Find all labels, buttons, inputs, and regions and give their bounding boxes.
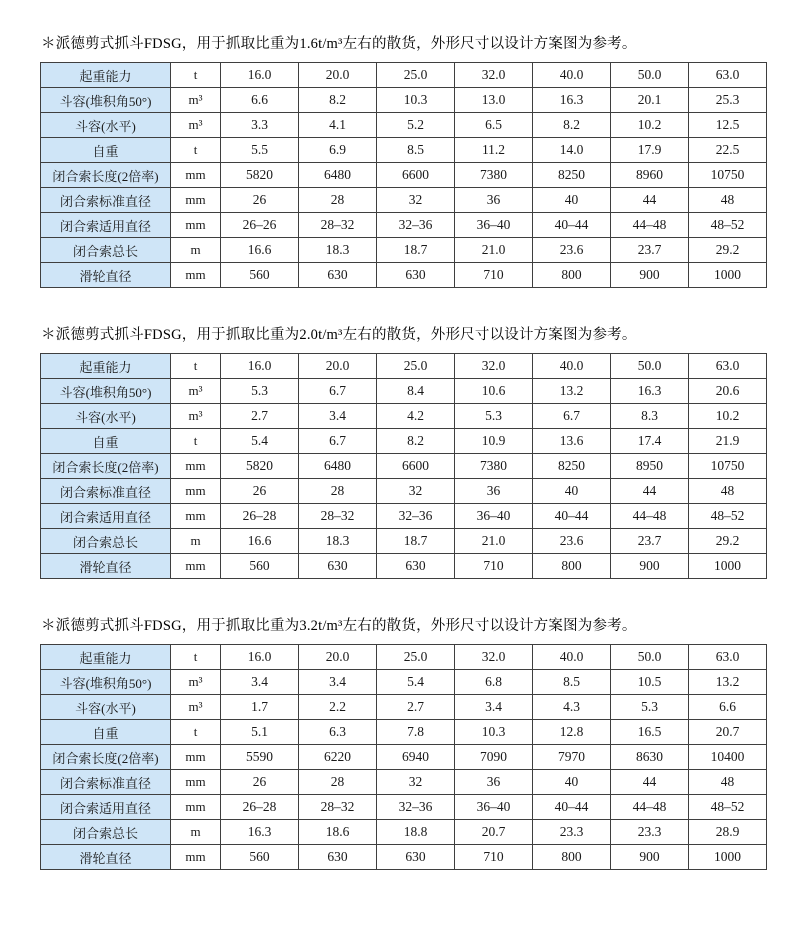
spec-document (40, 34, 800, 870)
value-cell: 23.6 (533, 529, 611, 554)
value-cell: 6.6 (221, 88, 299, 113)
value-cell: 800 (533, 554, 611, 579)
value-cell: 26–28 (221, 504, 299, 529)
value-cell: 10750 (689, 454, 767, 479)
unit-cell: mm (171, 263, 221, 288)
unit-cell: mm (171, 845, 221, 870)
unit-cell: t (171, 354, 221, 379)
value-cell: 7380 (455, 454, 533, 479)
value-cell: 8.2 (533, 113, 611, 138)
value-cell: 50.0 (611, 63, 689, 88)
table-row (41, 845, 767, 870)
table-row (41, 529, 767, 554)
value-cell: 20.0 (299, 63, 377, 88)
value-cell: 16.6 (221, 529, 299, 554)
section-title: ＊派德剪式抓斗FDSG，用于抓取比重为3.2t/m³左右的散货，外形尺寸以设计方案图为参考。 (41, 618, 637, 634)
value-cell: 36–40 (455, 504, 533, 529)
row-label: 闭合索标准直径 (41, 479, 171, 504)
value-cell: 6220 (299, 745, 377, 770)
unit-cell: mm (171, 795, 221, 820)
value-cell: 28 (299, 188, 377, 213)
value-cell: 5590 (221, 745, 299, 770)
value-cell: 32–36 (377, 795, 455, 820)
table-row (41, 720, 767, 745)
value-cell: 32 (377, 188, 455, 213)
value-cell: 5.4 (377, 670, 455, 695)
table-row (41, 404, 767, 429)
value-cell: 8950 (611, 454, 689, 479)
row-label: 闭合索总长 (41, 238, 171, 263)
value-cell: 44 (611, 770, 689, 795)
value-cell: 6.7 (533, 404, 611, 429)
value-cell: 630 (299, 845, 377, 870)
value-cell: 6.6 (689, 695, 767, 720)
table-row (41, 429, 767, 454)
value-cell: 44 (611, 188, 689, 213)
spec-section-2 (40, 325, 800, 579)
value-cell: 2.7 (221, 404, 299, 429)
row-label: 斗容(水平) (41, 695, 171, 720)
value-cell: 630 (377, 263, 455, 288)
value-cell: 5.5 (221, 138, 299, 163)
unit-cell: m (171, 238, 221, 263)
value-cell: 23.3 (533, 820, 611, 845)
value-cell: 32.0 (455, 645, 533, 670)
value-cell: 16.0 (221, 645, 299, 670)
value-cell: 10.6 (455, 379, 533, 404)
row-label: 滑轮直径 (41, 554, 171, 579)
value-cell: 3.4 (299, 670, 377, 695)
value-cell: 44 (611, 479, 689, 504)
row-label: 闭合索长度(2倍率) (41, 163, 171, 188)
value-cell: 44–48 (611, 504, 689, 529)
value-cell: 16.0 (221, 354, 299, 379)
value-cell: 5.2 (377, 113, 455, 138)
value-cell: 3.4 (221, 670, 299, 695)
value-cell: 25.3 (689, 88, 767, 113)
unit-cell: mm (171, 745, 221, 770)
unit-cell: mm (171, 479, 221, 504)
value-cell: 23.7 (611, 238, 689, 263)
value-cell: 40.0 (533, 63, 611, 88)
section-title: ＊派德剪式抓斗FDSG，用于抓取比重为2.0t/m³左右的散货，外形尺寸以设计方案图为参考。 (41, 327, 637, 343)
value-cell: 5.3 (221, 379, 299, 404)
value-cell: 18.7 (377, 529, 455, 554)
value-cell: 10.9 (455, 429, 533, 454)
value-cell: 48–52 (689, 795, 767, 820)
value-cell: 6.3 (299, 720, 377, 745)
value-cell: 32 (377, 479, 455, 504)
unit-cell: m³ (171, 404, 221, 429)
value-cell: 48–52 (689, 504, 767, 529)
value-cell: 560 (221, 263, 299, 288)
table-row (41, 379, 767, 404)
value-cell: 2.7 (377, 695, 455, 720)
row-label: 斗容(水平) (41, 404, 171, 429)
value-cell: 40–44 (533, 795, 611, 820)
value-cell: 25.0 (377, 63, 455, 88)
value-cell: 7090 (455, 745, 533, 770)
spec-section-3 (40, 616, 800, 870)
value-cell: 1000 (689, 845, 767, 870)
spec-table-1 (40, 62, 767, 288)
unit-cell: t (171, 720, 221, 745)
unit-cell: m³ (171, 88, 221, 113)
value-cell: 18.8 (377, 820, 455, 845)
value-cell: 63.0 (689, 63, 767, 88)
row-label: 闭合索适用直径 (41, 504, 171, 529)
value-cell: 630 (299, 263, 377, 288)
unit-cell: t (171, 138, 221, 163)
table-row (41, 454, 767, 479)
row-label: 自重 (41, 720, 171, 745)
unit-cell: mm (171, 163, 221, 188)
unit-cell: m (171, 820, 221, 845)
value-cell: 7.8 (377, 720, 455, 745)
value-cell: 40–44 (533, 504, 611, 529)
value-cell: 28 (299, 479, 377, 504)
value-cell: 14.0 (533, 138, 611, 163)
unit-cell: t (171, 645, 221, 670)
row-label: 滑轮直径 (41, 263, 171, 288)
value-cell: 63.0 (689, 354, 767, 379)
row-label: 起重能力 (41, 645, 171, 670)
row-label: 闭合索长度(2倍率) (41, 454, 171, 479)
value-cell: 20.6 (689, 379, 767, 404)
value-cell: 10.3 (377, 88, 455, 113)
value-cell: 16.5 (611, 720, 689, 745)
table-row (41, 188, 767, 213)
value-cell: 21.9 (689, 429, 767, 454)
spec-table-3 (40, 644, 767, 870)
row-label: 斗容(水平) (41, 113, 171, 138)
value-cell: 6600 (377, 163, 455, 188)
value-cell: 10.5 (611, 670, 689, 695)
table-row (41, 213, 767, 238)
table-row (41, 820, 767, 845)
value-cell: 25.0 (377, 645, 455, 670)
unit-cell: t (171, 429, 221, 454)
value-cell: 21.0 (455, 238, 533, 263)
value-cell: 1000 (689, 554, 767, 579)
table-row (41, 745, 767, 770)
value-cell: 26 (221, 188, 299, 213)
value-cell: 8250 (533, 454, 611, 479)
value-cell: 11.2 (455, 138, 533, 163)
value-cell: 560 (221, 554, 299, 579)
row-label: 闭合索总长 (41, 820, 171, 845)
value-cell: 32–36 (377, 213, 455, 238)
row-label: 斗容(堆积角50°) (41, 670, 171, 695)
value-cell: 630 (377, 845, 455, 870)
value-cell: 18.6 (299, 820, 377, 845)
value-cell: 8.4 (377, 379, 455, 404)
value-cell: 16.0 (221, 63, 299, 88)
value-cell: 17.4 (611, 429, 689, 454)
value-cell: 20.7 (689, 720, 767, 745)
row-label: 斗容(堆积角50°) (41, 88, 171, 113)
row-label: 斗容(堆积角50°) (41, 379, 171, 404)
value-cell: 48 (689, 188, 767, 213)
value-cell: 8960 (611, 163, 689, 188)
section-title: ＊派德剪式抓斗FDSG，用于抓取比重为1.6t/m³左右的散货，外形尺寸以设计方案图为参考。 (41, 36, 637, 52)
unit-cell: mm (171, 454, 221, 479)
value-cell: 50.0 (611, 645, 689, 670)
value-cell: 6480 (299, 454, 377, 479)
value-cell: 16.3 (611, 379, 689, 404)
value-cell: 36–40 (455, 213, 533, 238)
value-cell: 900 (611, 554, 689, 579)
value-cell: 25.0 (377, 354, 455, 379)
value-cell: 26 (221, 479, 299, 504)
row-label: 闭合索标准直径 (41, 188, 171, 213)
value-cell: 1.7 (221, 695, 299, 720)
value-cell: 5820 (221, 454, 299, 479)
value-cell: 900 (611, 263, 689, 288)
value-cell: 20.7 (455, 820, 533, 845)
value-cell: 4.2 (377, 404, 455, 429)
value-cell: 18.3 (299, 529, 377, 554)
value-cell: 5820 (221, 163, 299, 188)
table-row (41, 163, 767, 188)
unit-cell: m (171, 529, 221, 554)
value-cell: 3.3 (221, 113, 299, 138)
value-cell: 5.1 (221, 720, 299, 745)
value-cell: 4.3 (533, 695, 611, 720)
value-cell: 13.6 (533, 429, 611, 454)
value-cell: 1000 (689, 263, 767, 288)
value-cell: 40 (533, 188, 611, 213)
value-cell: 20.1 (611, 88, 689, 113)
value-cell: 22.5 (689, 138, 767, 163)
value-cell: 6.9 (299, 138, 377, 163)
value-cell: 36 (455, 188, 533, 213)
value-cell: 23.7 (611, 529, 689, 554)
value-cell: 630 (377, 554, 455, 579)
unit-cell: t (171, 63, 221, 88)
value-cell: 40.0 (533, 354, 611, 379)
value-cell: 26 (221, 770, 299, 795)
table-row (41, 770, 767, 795)
value-cell: 3.4 (455, 695, 533, 720)
unit-cell: m³ (171, 695, 221, 720)
value-cell: 6.8 (455, 670, 533, 695)
value-cell: 10400 (689, 745, 767, 770)
value-cell: 32 (377, 770, 455, 795)
value-cell: 900 (611, 845, 689, 870)
value-cell: 40.0 (533, 645, 611, 670)
value-cell: 18.3 (299, 238, 377, 263)
unit-cell: m³ (171, 113, 221, 138)
value-cell: 6600 (377, 454, 455, 479)
value-cell: 36–40 (455, 795, 533, 820)
value-cell: 48 (689, 770, 767, 795)
value-cell: 6.7 (299, 379, 377, 404)
row-label: 起重能力 (41, 63, 171, 88)
value-cell: 63.0 (689, 645, 767, 670)
unit-cell: mm (171, 554, 221, 579)
value-cell: 560 (221, 845, 299, 870)
value-cell: 29.2 (689, 238, 767, 263)
value-cell: 32.0 (455, 354, 533, 379)
row-label: 自重 (41, 429, 171, 454)
row-label: 闭合索总长 (41, 529, 171, 554)
value-cell: 16.6 (221, 238, 299, 263)
value-cell: 23.6 (533, 238, 611, 263)
value-cell: 28 (299, 770, 377, 795)
value-cell: 13.0 (455, 88, 533, 113)
value-cell: 20.0 (299, 645, 377, 670)
value-cell: 6.7 (299, 429, 377, 454)
table-row (41, 88, 767, 113)
table-row (41, 670, 767, 695)
unit-cell: mm (171, 188, 221, 213)
table-row (41, 138, 767, 163)
value-cell: 28.9 (689, 820, 767, 845)
table-row (41, 113, 767, 138)
row-label: 自重 (41, 138, 171, 163)
value-cell: 48 (689, 479, 767, 504)
unit-cell: mm (171, 213, 221, 238)
value-cell: 10.2 (689, 404, 767, 429)
spec-table-2 (40, 353, 767, 579)
value-cell: 36 (455, 479, 533, 504)
value-cell: 26–26 (221, 213, 299, 238)
value-cell: 8.2 (377, 429, 455, 454)
value-cell: 23.3 (611, 820, 689, 845)
value-cell: 28–32 (299, 213, 377, 238)
value-cell: 40–44 (533, 213, 611, 238)
value-cell: 20.0 (299, 354, 377, 379)
value-cell: 6480 (299, 163, 377, 188)
table-row (41, 63, 767, 88)
value-cell: 28–32 (299, 795, 377, 820)
table-row (41, 238, 767, 263)
table-row (41, 263, 767, 288)
value-cell: 7380 (455, 163, 533, 188)
table-row (41, 554, 767, 579)
value-cell: 13.2 (689, 670, 767, 695)
value-cell: 13.2 (533, 379, 611, 404)
value-cell: 28–32 (299, 504, 377, 529)
unit-cell: mm (171, 770, 221, 795)
value-cell: 8250 (533, 163, 611, 188)
value-cell: 8.5 (377, 138, 455, 163)
value-cell: 50.0 (611, 354, 689, 379)
value-cell: 5.3 (611, 695, 689, 720)
value-cell: 18.7 (377, 238, 455, 263)
value-cell: 710 (455, 263, 533, 288)
row-label: 闭合索适用直径 (41, 213, 171, 238)
row-label: 滑轮直径 (41, 845, 171, 870)
table-row (41, 645, 767, 670)
value-cell: 8.5 (533, 670, 611, 695)
value-cell: 3.4 (299, 404, 377, 429)
table-row (41, 504, 767, 529)
value-cell: 6940 (377, 745, 455, 770)
value-cell: 6.5 (455, 113, 533, 138)
row-label: 闭合索适用直径 (41, 795, 171, 820)
unit-cell: mm (171, 504, 221, 529)
unit-cell: m³ (171, 379, 221, 404)
value-cell: 800 (533, 263, 611, 288)
value-cell: 4.1 (299, 113, 377, 138)
value-cell: 7970 (533, 745, 611, 770)
value-cell: 10750 (689, 163, 767, 188)
value-cell: 44–48 (611, 795, 689, 820)
value-cell: 5.3 (455, 404, 533, 429)
value-cell: 12.5 (689, 113, 767, 138)
value-cell: 8630 (611, 745, 689, 770)
value-cell: 710 (455, 845, 533, 870)
value-cell: 21.0 (455, 529, 533, 554)
value-cell: 32–36 (377, 504, 455, 529)
row-label: 闭合索长度(2倍率) (41, 745, 171, 770)
table-row (41, 354, 767, 379)
value-cell: 32.0 (455, 63, 533, 88)
value-cell: 26–28 (221, 795, 299, 820)
value-cell: 10.3 (455, 720, 533, 745)
value-cell: 40 (533, 479, 611, 504)
value-cell: 2.2 (299, 695, 377, 720)
value-cell: 10.2 (611, 113, 689, 138)
value-cell: 29.2 (689, 529, 767, 554)
value-cell: 36 (455, 770, 533, 795)
value-cell: 17.9 (611, 138, 689, 163)
value-cell: 16.3 (533, 88, 611, 113)
row-label: 起重能力 (41, 354, 171, 379)
table-row (41, 479, 767, 504)
value-cell: 800 (533, 845, 611, 870)
value-cell: 48–52 (689, 213, 767, 238)
value-cell: 44–48 (611, 213, 689, 238)
table-row (41, 795, 767, 820)
value-cell: 8.2 (299, 88, 377, 113)
value-cell: 710 (455, 554, 533, 579)
value-cell: 12.8 (533, 720, 611, 745)
spec-section-1 (40, 34, 800, 288)
table-row (41, 695, 767, 720)
value-cell: 630 (299, 554, 377, 579)
unit-cell: m³ (171, 670, 221, 695)
row-label: 闭合索标准直径 (41, 770, 171, 795)
value-cell: 5.4 (221, 429, 299, 454)
value-cell: 40 (533, 770, 611, 795)
value-cell: 8.3 (611, 404, 689, 429)
value-cell: 16.3 (221, 820, 299, 845)
